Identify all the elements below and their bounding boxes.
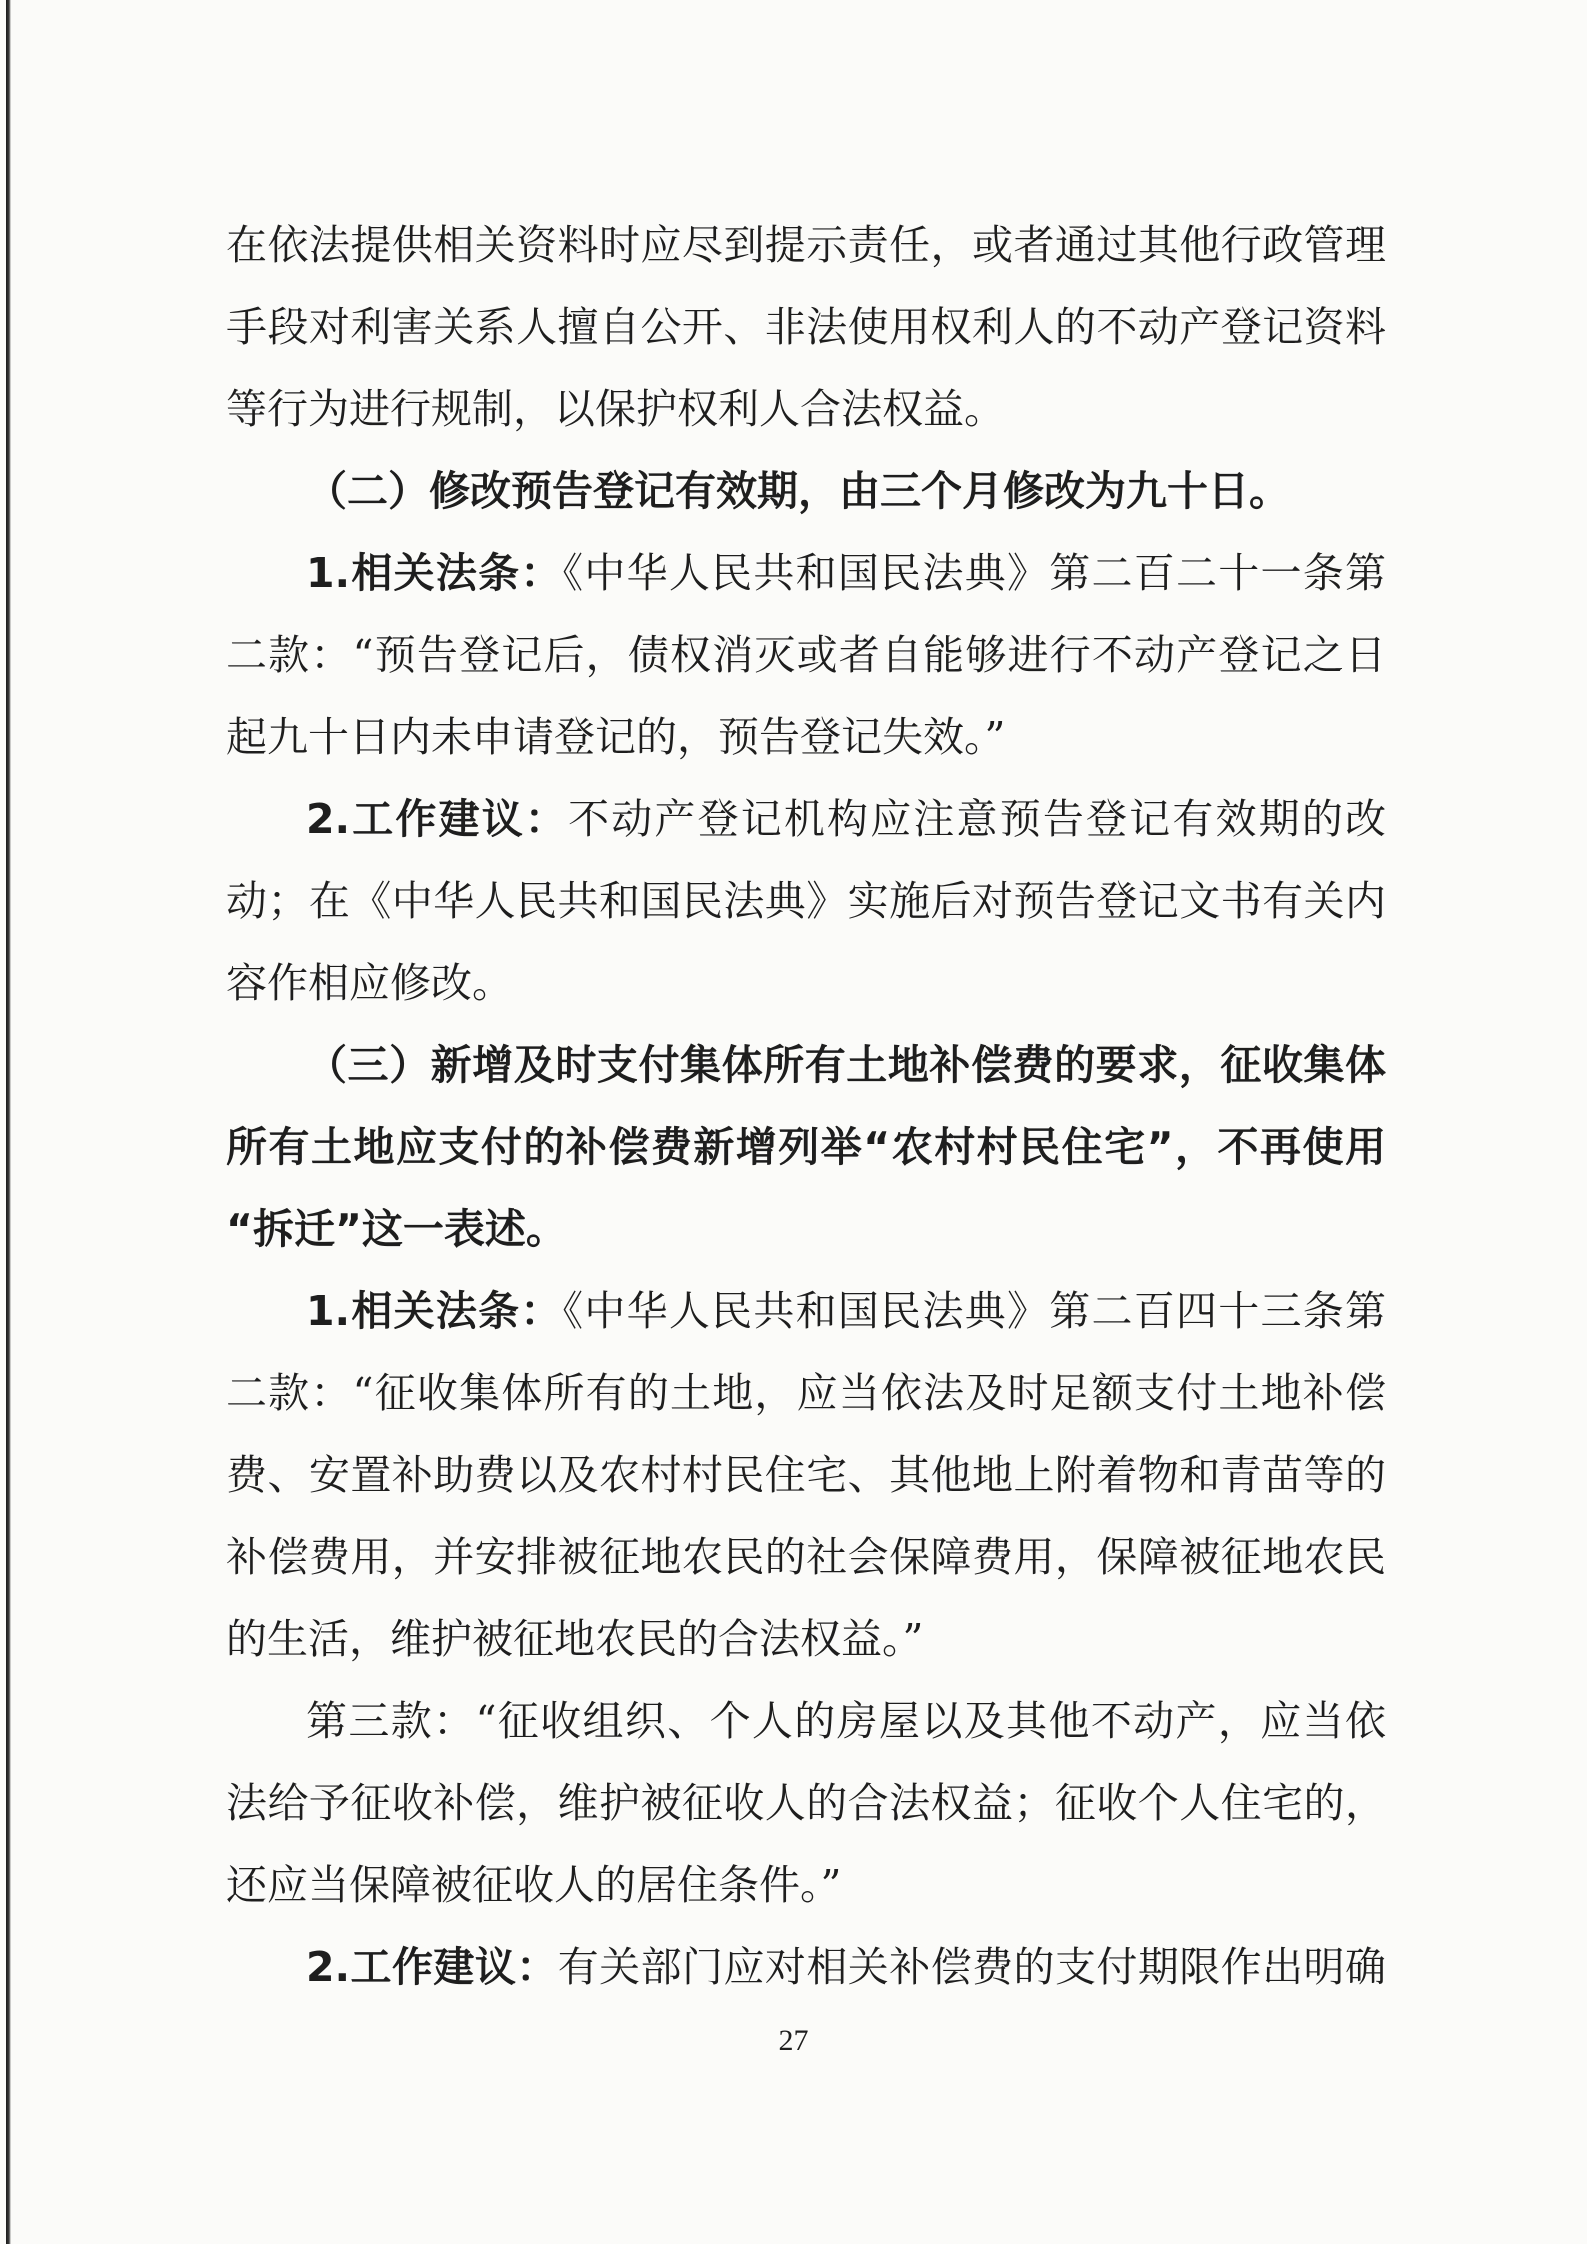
- section-heading: “拆迁”这一表述。: [226, 1205, 567, 1253]
- body-line: 起九十日内未申请登记的，预告登记失效。”: [226, 713, 1006, 761]
- item-label: 2.工作建议：: [306, 1943, 558, 1991]
- item-label: 1.相关法条：: [306, 1287, 563, 1335]
- body-line: 费、安置补助费以及农村村民住宅、其他地上附着物和青苗等的: [226, 1451, 1386, 1499]
- body-line: 的生活，维护被征地农民的合法权益。”: [226, 1615, 924, 1663]
- section-heading: （三）新增及时支付集体所有土地补偿费的要求，征收集体: [306, 1041, 1386, 1089]
- section-heading: （二）修改预告登记有效期，由三个月修改为九十日。: [306, 467, 1290, 515]
- body-line: 等行为进行规制，以保护权利人合法权益。: [226, 385, 1005, 433]
- work-suggestion-line: 2.工作建议：有关部门应对相关补偿费的支付期限作出明确: [306, 1943, 1386, 1991]
- body-line: 二款：“征收集体所有的土地，应当依法及时足额支付土地补偿: [226, 1369, 1386, 1417]
- section-heading: 所有土地应支付的补偿费新增列举“农村村民住宅”，不再使用: [226, 1123, 1386, 1171]
- body-line: 手段对利害关系人擅自公开、非法使用权利人的不动产登记资料: [226, 303, 1386, 351]
- article-reference-line: 1.相关法条：《中华人民共和国民法典》第二百四十三条第: [306, 1287, 1386, 1335]
- body-line: 补偿费用，并安排被征地农民的社会保障费用，保障被征地农民: [226, 1533, 1386, 1581]
- body-line: 动；在《中华人民共和国民法典》实施后对预告登记文书有关内: [226, 877, 1386, 925]
- item-label: 2.工作建议：: [306, 795, 569, 843]
- body-line: 第三款：“征收组织、个人的房屋以及其他不动产，应当依: [306, 1697, 1386, 1745]
- body-line: 法给予征收补偿，维护被征收人的合法权益；征收个人住宅的，: [226, 1779, 1386, 1827]
- work-suggestion-line: 2.工作建议：不动产登记机构应注意预告登记有效期的改: [306, 795, 1386, 843]
- body-line: 容作相应修改。: [226, 959, 513, 1007]
- body-line: 在依法提供相关资料时应尽到提示责任，或者通过其他行政管理: [226, 221, 1386, 269]
- body-line: 二款：“预告登记后，债权消灭或者自能够进行不动产登记之日: [226, 631, 1386, 679]
- body-line: 还应当保障被征收人的居住条件。”: [226, 1861, 842, 1909]
- item-label: 1.相关法条：: [306, 549, 563, 597]
- page-number: 27: [778, 2024, 809, 2057]
- article-reference-line: 1.相关法条：《中华人民共和国民法典》第二百二十一条第: [306, 549, 1386, 597]
